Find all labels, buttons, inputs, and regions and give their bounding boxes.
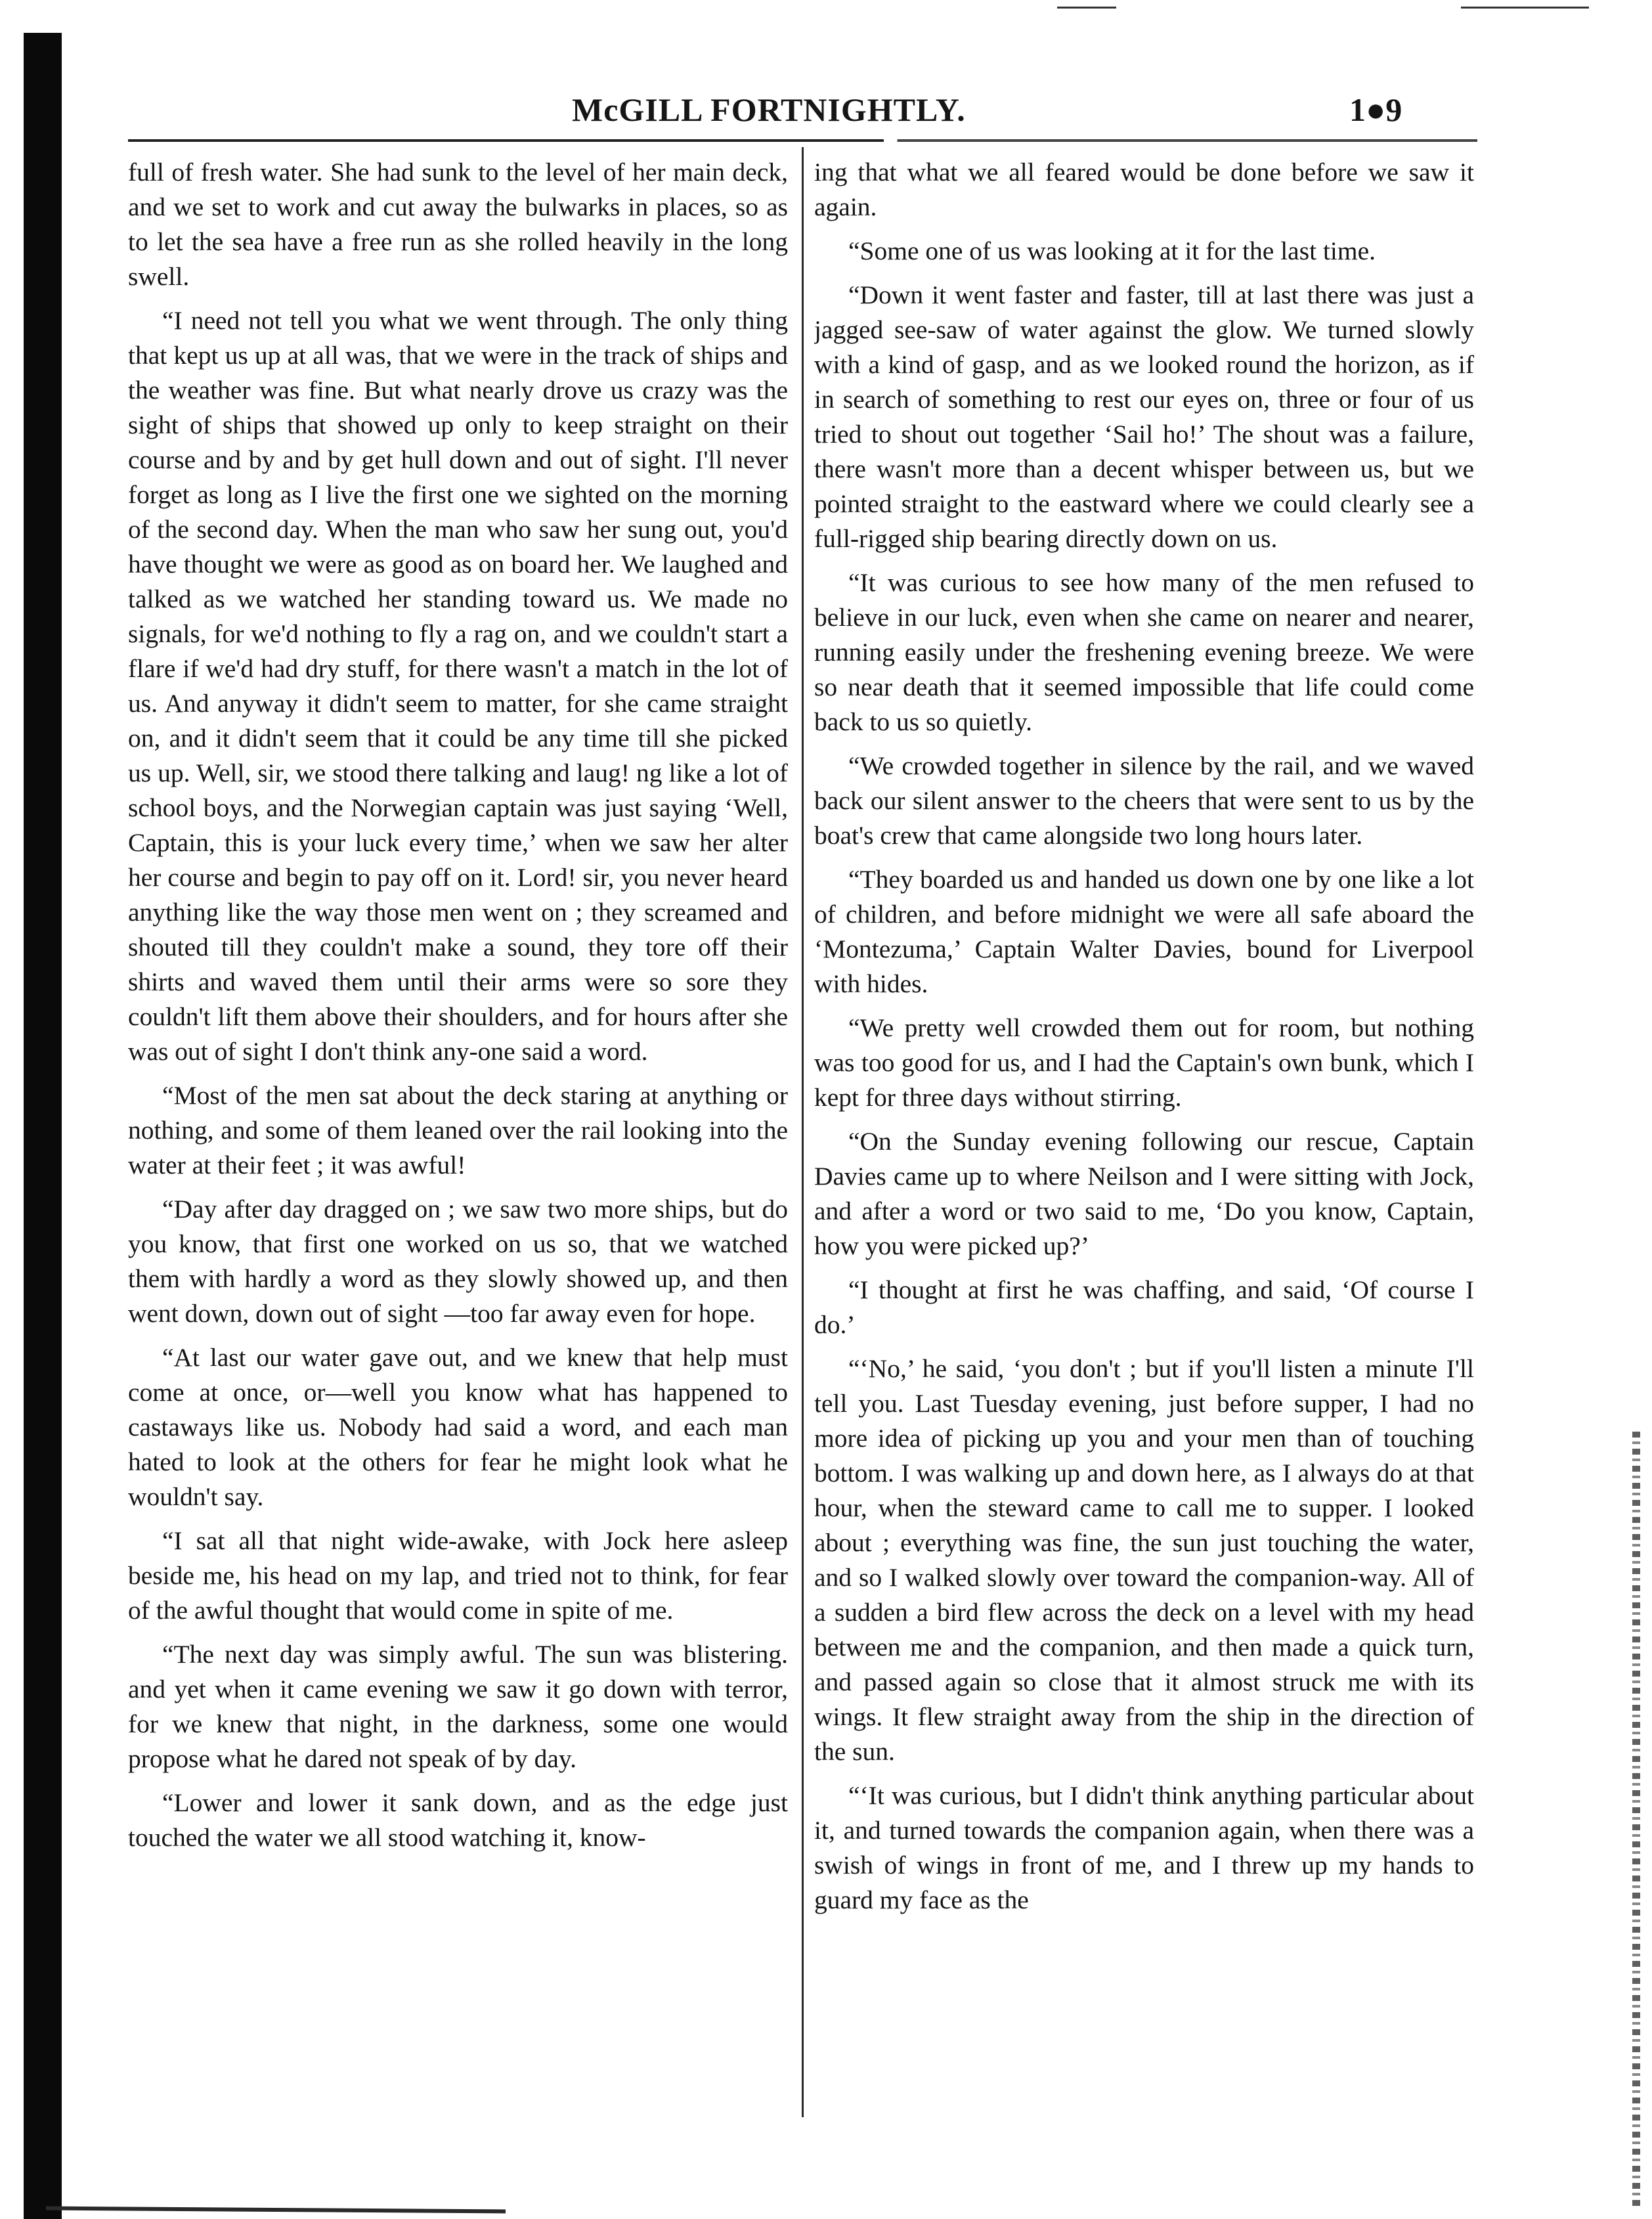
paragraph: “At last our water gave out, and we knew that help must come at once, or—well you know what has happened to castaways like us. Nobody had said a word, and each man hated to look at the others for fear he might look what he wouldn't say. bbox=[128, 1343, 788, 1511]
paragraph: “It was curious to see how many of the men refused to believe in our luck, even when she came on nearer and nearer, running easily under the freshening evening breeze. We were so near death that it seemed impossible that life could come back to us so quietly. bbox=[814, 568, 1474, 736]
paragraph: full of fresh water. She had sunk to the level of her main deck, and we set to work and cut away the bulwarks in places, so as to let the sea have a free run as she rolled heavily in the long swell. bbox=[128, 158, 788, 291]
page-number: 1●9 bbox=[1349, 91, 1402, 128]
right-edge-noise bbox=[1632, 1432, 1640, 2207]
binding-spine-shadow bbox=[24, 33, 62, 2219]
paragraph: “The next day was simply awful. The sun was blistering. and yet when it came evening we saw it go down with terror, for we knew that night, in the darkness, some one would propose what he dared not speak of by day. bbox=[128, 1640, 788, 1773]
page-header bbox=[128, 91, 1477, 137]
paragraph: “We pretty well crowded them out for room, but nothing was too good for us, and I had the Captain's own bunk, which I kept for three days without stirring. bbox=[814, 1013, 1474, 1112]
paragraph: “I need not tell you what we went through. The only thing that kept us up at all was, that we were in the track of ships and the weather was fine. But what nearly drove us crazy was the sight of ships that showed up only to keep straight on their course and by and by get hull down and out of sight. I'll never forget as long as I live the first one we sighted on the morning of the second day. When the man who saw her sung out, you'd have thought we were as good as on board her. We laughed and talked as we watched her standing toward us. We made no signals, for we'd nothing to fly a rag on, and we couldn't start a flare if we'd had dry stuff, for there wasn't a match in the lot of us. And anyway it didn't seem to matter, for she came straight on, and it didn't seem that it could be any time till she picked us up. Well, sir, we stood there talking and laug! ng like a lot of school boys, and the Norwegian captain was just saying ‘Well, Captain, this is your luck every time,’ when we saw her alter her course and begin to pay off on it. Lord! sir, you never heard anything like the way those men went on ; they screamed and shouted till they couldn't make a sound, they tore off their shirts and waved them until their arms were so sore they couldn't lift them above their shoulders, and for hours after she was out of sight I don't think any-one said a word. bbox=[128, 306, 788, 1066]
paragraph: ing that what we all feared would be done before we saw it again. bbox=[814, 158, 1474, 221]
paragraph: “We crowded together in silence by the rail, and we waved back our silent answer to the cheers that were sent to us by the boat's crew that came alongside two long hours later. bbox=[814, 751, 1474, 850]
left-column bbox=[128, 155, 788, 2204]
paragraph: “Most of the men sat about the deck staring at anything or nothing, and some of them leaned over the rail looking into the water at their feet ; it was awful! bbox=[128, 1081, 788, 1179]
paragraph: “I thought at first he was chaffing, and said, ‘Of course I do.’ bbox=[814, 1275, 1474, 1339]
paragraph: “I sat all that night wide-awake, with Jock here asleep beside me, his head on my lap, and tried not to think, for fear of the awful thought that would come in spite of me. bbox=[128, 1526, 788, 1625]
header-rule bbox=[128, 139, 1477, 142]
paragraph: “‘It was curious, but I didn't think anything particular about it, and turned towards the companion again, when there was a swish of wings in front of me, and I threw up my hands to guard my face as the bbox=[814, 1781, 1474, 1914]
paragraph: “Lower and lower it sank down, and as the edge just touched the water we all stood watching it, know- bbox=[128, 1788, 788, 1852]
scan-mark bbox=[1057, 7, 1116, 9]
paragraph: “Some one of us was looking at it for the last time. bbox=[848, 236, 1376, 265]
journal-title: McGILL FORTNIGHTLY. bbox=[572, 91, 966, 128]
scan-mark bbox=[1461, 7, 1589, 9]
paragraph: “They boarded us and handed us down one by one like a lot of children, and before midnight we were all safe aboard the ‘Montezuma,’ Captain Walter Davies, bound for Liverpool with hides. bbox=[814, 865, 1474, 998]
bottom-edge-shadow bbox=[46, 2207, 506, 2214]
paragraph: “On the Sunday evening following our rescue, Captain Davies came up to where Neilson and I were sitting with Jock, and after a word or two said to me, ‘Do you know, Captain, how you were picked up?’ bbox=[814, 1127, 1474, 1260]
column-divider bbox=[802, 147, 804, 2117]
paragraph: “‘No,’ he said, ‘you don't ; but if you'll listen a minute I'll tell you. Last Tuesday evening, just before supper, I had no more idea of picking up you and your men than of touching bottom. I was walking up and down here, as I always do at that hour, when the steward came to call me to supper. I looked about ; everything was fine, the sun just touching the water, and so I walked slowly over toward the companion-way. All of a sudden a bird flew across the deck on a level with my head between me and the companion, and then made a quick turn, and passed again so close that it almost struck me with its wings. It flew straight away from the ship in the direction of the sun. bbox=[814, 1354, 1474, 1766]
paragraph: “Day after day dragged on ; we saw two more ships, but do you know, that first one worked on us so, that we watched them with hardly a word as they slowly showed up, and then went down, down out of sight —too far away even for hope. bbox=[128, 1195, 788, 1328]
right-column bbox=[814, 155, 1474, 2204]
paragraph: “Down it went faster and faster, till at last there was just a jagged see-saw of water against the glow. We turned slowly with a kind of gasp, and as we looked round the horizon, as if in search of something to rest our eyes on, three or four of us tried to shout out together ‘Sail ho!’ The shout was a failure, there wasn't more than a decent whisper between us, but we pointed straight to the eastward where we could clearly see a full-rigged ship bearing directly down on us. bbox=[814, 280, 1474, 553]
